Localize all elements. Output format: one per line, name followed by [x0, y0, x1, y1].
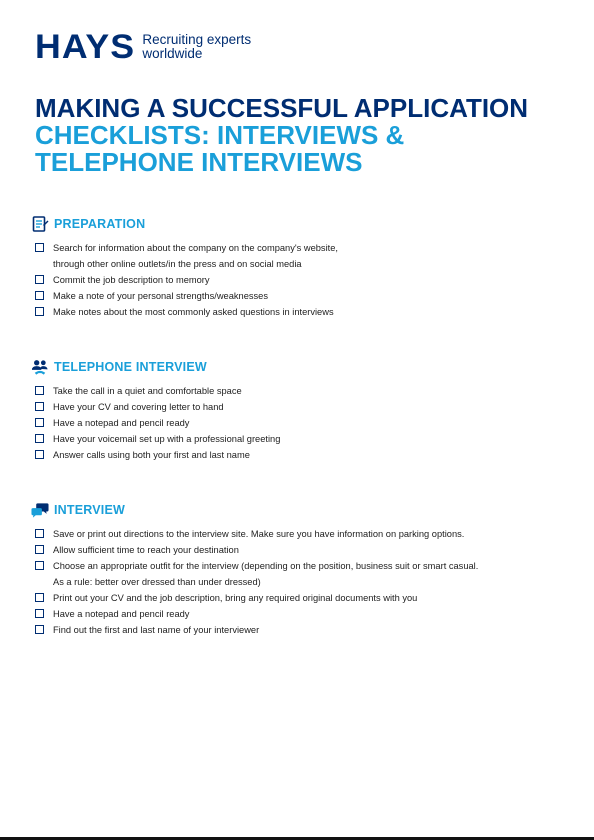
checklist-icon: [31, 215, 49, 233]
item-text: Have a notepad and pencil ready: [53, 609, 190, 619]
title-line-1: MAKING A SUCCESSFUL APPLICATION: [35, 93, 529, 123]
section-title: INTERVIEW: [54, 503, 126, 517]
checkbox[interactable]: [35, 545, 44, 554]
checklist-item: [31, 288, 338, 304]
checkbox[interactable]: [35, 418, 44, 427]
checklist-item: [31, 590, 478, 606]
item-text: Print out your CV and the job description, bring any required original documents with you: [53, 593, 418, 603]
section-header: [31, 500, 478, 520]
section-title: TELEPHONE INTERVIEW: [54, 360, 207, 374]
page-title: [35, 95, 528, 176]
checkbox[interactable]: [35, 609, 44, 618]
checklist-item: [31, 415, 280, 431]
item-text: Make notes about the most commonly asked questions in interviews: [53, 307, 334, 317]
section-interview: [31, 500, 478, 638]
checklist-item: [31, 606, 478, 622]
checklist-item: [31, 622, 478, 638]
checkbox[interactable]: [35, 275, 44, 284]
section-header: [31, 214, 338, 234]
logo-wordmark: HAYS: [35, 28, 136, 66]
checkbox[interactable]: [35, 561, 44, 570]
item-text: Commit the job description to memory: [53, 275, 210, 285]
checkbox[interactable]: [35, 625, 44, 634]
checkbox[interactable]: [35, 243, 44, 252]
item-text: Make a note of your personal strengths/weaknesses: [53, 291, 268, 301]
logo-tagline-line2: worldwide: [142, 46, 203, 61]
item-text: Search for information about the company on the company's website,: [53, 243, 338, 253]
checkbox[interactable]: [35, 450, 44, 459]
item-text-continued: through other online outlets/in the press and on social media: [53, 259, 302, 269]
checklist-item: [31, 431, 280, 447]
item-text: Allow sufficient time to reach your destination: [53, 545, 239, 555]
checkbox[interactable]: [35, 529, 44, 538]
item-text-continued: As a rule: better over dressed than under dressed): [53, 577, 261, 587]
checklist: [31, 383, 280, 463]
checkbox[interactable]: [35, 386, 44, 395]
item-text: Have your CV and covering letter to hand: [53, 402, 224, 412]
checkbox[interactable]: [35, 291, 44, 300]
title-line-2: CHECKLISTS: INTERVIEWS &: [35, 120, 405, 150]
section-preparation: [31, 214, 338, 320]
checklist-item: [31, 526, 478, 542]
checklist-item: [31, 542, 478, 558]
checklist-item: [31, 558, 478, 590]
item-text: Take the call in a quiet and comfortable space: [53, 386, 242, 396]
logo-tagline-line1: Recruiting experts: [142, 32, 252, 47]
checklist-item: [31, 447, 280, 463]
checklist: [31, 526, 478, 638]
item-text: Find out the first and last name of your interviewer: [53, 625, 260, 635]
people-phone-icon: [31, 358, 49, 376]
checklist-item: [31, 240, 338, 272]
checklist-item: [31, 383, 280, 399]
checklist: [31, 240, 338, 320]
title-line-3: TELEPHONE INTERVIEWS: [35, 147, 363, 177]
hays-logo: [35, 28, 252, 66]
item-text: Have your voicemail set up with a professional greeting: [53, 434, 281, 444]
item-text: Have a notepad and pencil ready: [53, 418, 190, 428]
checkbox[interactable]: [35, 434, 44, 443]
checklist-item: [31, 304, 338, 320]
item-text: Choose an appropriate outfit for the interview (depending on the position, business suit or smart casual.: [53, 561, 479, 571]
section-header: [31, 357, 280, 377]
speech-bubbles-icon: [31, 501, 49, 519]
item-text: Answer calls using both your first and last name: [53, 450, 250, 460]
section-telephone-interview: [31, 357, 280, 463]
checkbox[interactable]: [35, 402, 44, 411]
logo-tagline: [142, 33, 251, 61]
item-text: Save or print out directions to the interview site. Make sure you have information on parking options.: [53, 529, 465, 539]
checklist-item: [31, 399, 280, 415]
checkbox[interactable]: [35, 593, 44, 602]
checklist-item: [31, 272, 338, 288]
section-title: PREPARATION: [54, 217, 146, 231]
checkbox[interactable]: [35, 307, 44, 316]
